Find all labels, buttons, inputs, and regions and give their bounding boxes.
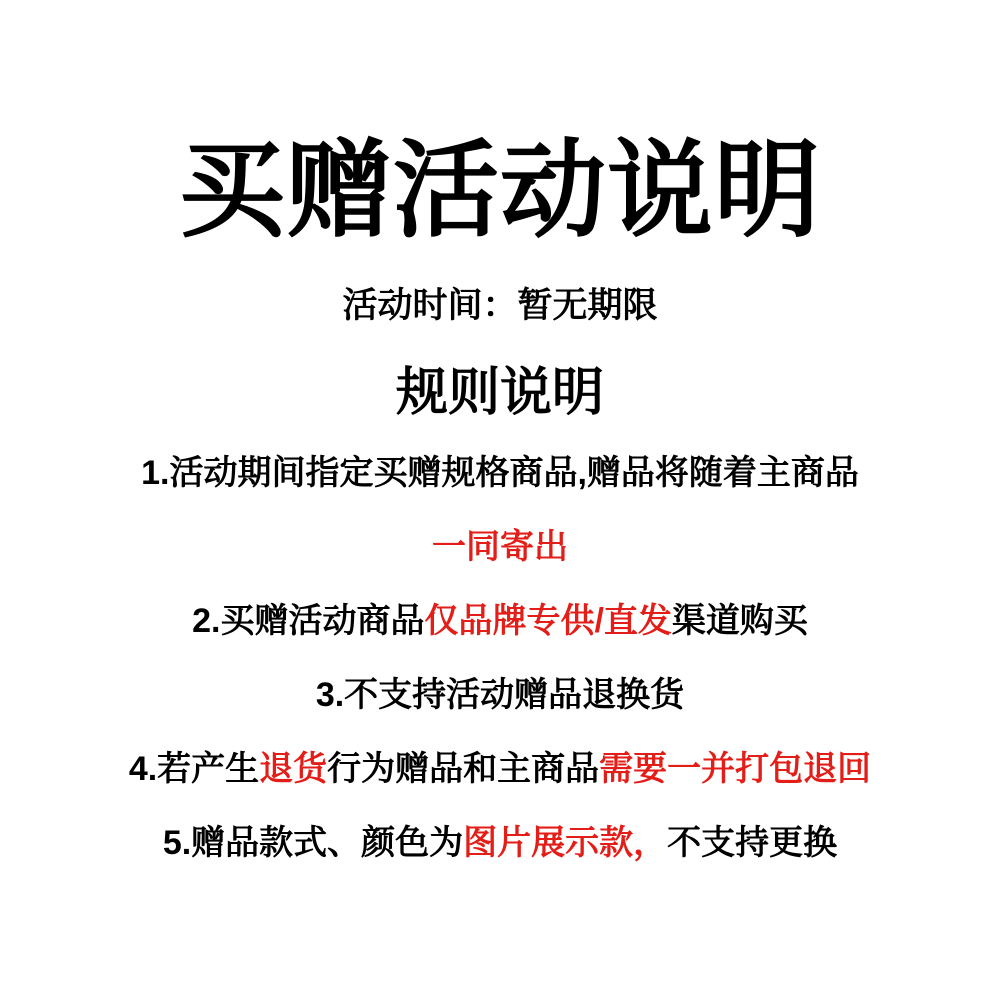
rule-2-text-end: 渠道购买 [671, 602, 808, 640]
section-heading: 规则说明 [395, 364, 604, 422]
rule-2-highlight: 仅品牌专供/直发 [424, 602, 672, 640]
rule-1-highlight: 一同寄出 [432, 528, 568, 566]
rule-4-highlight-1: 退货 [259, 750, 328, 788]
rule-4-highlight-2: 需要一并打包退回 [599, 750, 872, 788]
rule-item-1 [0, 456, 1000, 564]
activity-time-label: 活动时间： [342, 286, 518, 325]
rule-1-text: 1.活动期间指定买赠规格商品,赠品将随着主商品 [141, 454, 859, 492]
page-title: 买赠活动说明 [179, 132, 821, 250]
rule-item-5 [0, 826, 1000, 860]
rule-item-2 [0, 604, 1000, 638]
activity-time-value: 暂无期限 [517, 286, 658, 325]
rules-list [0, 456, 1000, 860]
rule-3-text: 3.不支持活动赠品退换货 [315, 676, 685, 714]
rule-1-line-1 [0, 456, 1000, 490]
rule-4-text-start: 4.若产生 [128, 750, 260, 788]
activity-time [0, 288, 1000, 323]
rule-4-line-1 [0, 752, 1000, 786]
rule-item-3 [0, 678, 1000, 712]
rule-2-line-1 [0, 604, 1000, 638]
rule-5-text-end: 不支持更换 [667, 824, 838, 862]
rule-5-text-start: 5.赠品款式、颜色为 [162, 824, 464, 862]
rule-4-text-mid: 行为赠品和主商品 [327, 750, 600, 788]
rule-item-4 [0, 752, 1000, 786]
rule-2-text-start: 2.买赠活动商品 [192, 602, 425, 640]
rule-5-line-1 [0, 826, 1000, 860]
rule-1-line-2 [0, 530, 1000, 564]
rule-5-highlight: 图片展示款， [463, 824, 668, 862]
rule-3-line-1 [0, 678, 1000, 712]
